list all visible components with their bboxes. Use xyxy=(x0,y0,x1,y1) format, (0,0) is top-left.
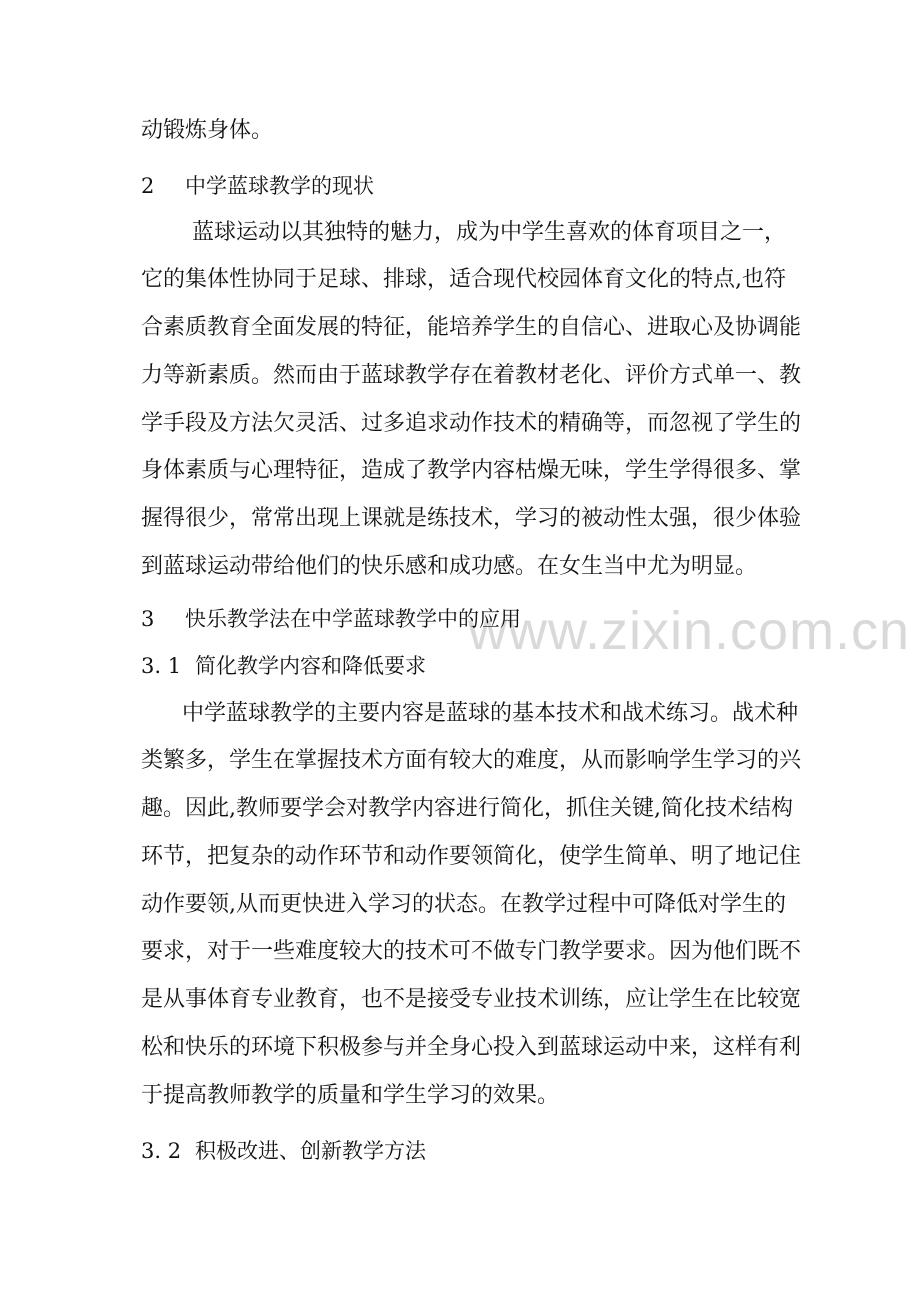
body-text-line: 是从事体育专业教育，也不是接受专业技术训练，应让学生在比较宽 xyxy=(141,987,802,1012)
body-text-line: 它的集体性协同于足球、排球，适合现代校园体育文化的特点,也符 xyxy=(141,267,786,292)
heading-number: 3. 1 xyxy=(141,654,182,678)
body-text-line: 合素质教育全面发展的特征，能培养学生的自信心、进取心及协调能 xyxy=(141,315,802,340)
body-text-line: 力等新素质。然而由于蓝球教学存在着教材老化、评价方式单一、教 xyxy=(141,363,802,388)
body-text-line: 中学蓝球教学的主要内容是蓝球的基本技术和战术练习。战术种 xyxy=(182,701,799,726)
section-heading-3 xyxy=(141,604,791,634)
body-text-line: 趣。因此,教师要学会对教学内容进行简化，抓住关键,简化技术结构 xyxy=(141,796,793,821)
body-text-line: 环节，把复杂的动作环节和动作要领简化，使学生简单、明了地记住 xyxy=(141,844,802,869)
heading-number: 2 xyxy=(141,174,155,198)
body-text-line: 身体素质与心理特征，造成了教学内容枯燥无味，学生学得很多、掌 xyxy=(141,458,802,483)
section-heading-3-1 xyxy=(141,651,791,681)
heading-number: 3. 2 xyxy=(141,1139,182,1163)
heading-title: 简化教学内容和降低要求 xyxy=(195,654,426,678)
body-text-line: 松和快乐的环境下积极参与并全身心投入到蓝球运动中来，这样有利 xyxy=(141,1035,802,1060)
body-text-line: 于提高教师教学的质量和学生学习的效果。 xyxy=(141,1083,560,1108)
body-text-line: 握得很少，常常出现上课就是练技术，学习的被动性太强，很少体验 xyxy=(141,506,802,531)
body-text-line: 蓝球运动以其独特的魅力，成为中学生喜欢的体育项目之一， xyxy=(192,220,787,245)
heading-title: 积极改进、创新教学方法 xyxy=(195,1139,426,1163)
heading-number: 3 xyxy=(141,607,155,631)
body-text-line: 动作要领,从而更快进入学习的状态。在教学过程中可降低对学生的 xyxy=(141,892,786,917)
body-text-line: 类繁多，学生在掌握技术方面有较大的难度，从而影响学生学习的兴 xyxy=(141,748,802,773)
watermark: www.zixin.com.cn xyxy=(468,601,911,661)
heading-title: 中学蓝球教学的现状 xyxy=(185,174,374,198)
section-heading-3-2 xyxy=(141,1136,791,1166)
body-text-line: 学手段及方法欠灵活、过多追求动作技术的精确等，而忽视了学生的 xyxy=(141,411,802,436)
heading-title: 快乐教学法在中学蓝球教学中的应用 xyxy=(185,607,521,631)
body-text-line: 要求，对于一些难度较大的技术可不做专门教学要求。因为他们既不 xyxy=(141,939,802,964)
body-text-line: 到蓝球运动带给他们的快乐感和成功感。在女生当中尤为明显。 xyxy=(141,554,758,579)
body-text-line: 动锻炼身体。 xyxy=(141,118,274,143)
section-heading-2 xyxy=(141,171,791,201)
